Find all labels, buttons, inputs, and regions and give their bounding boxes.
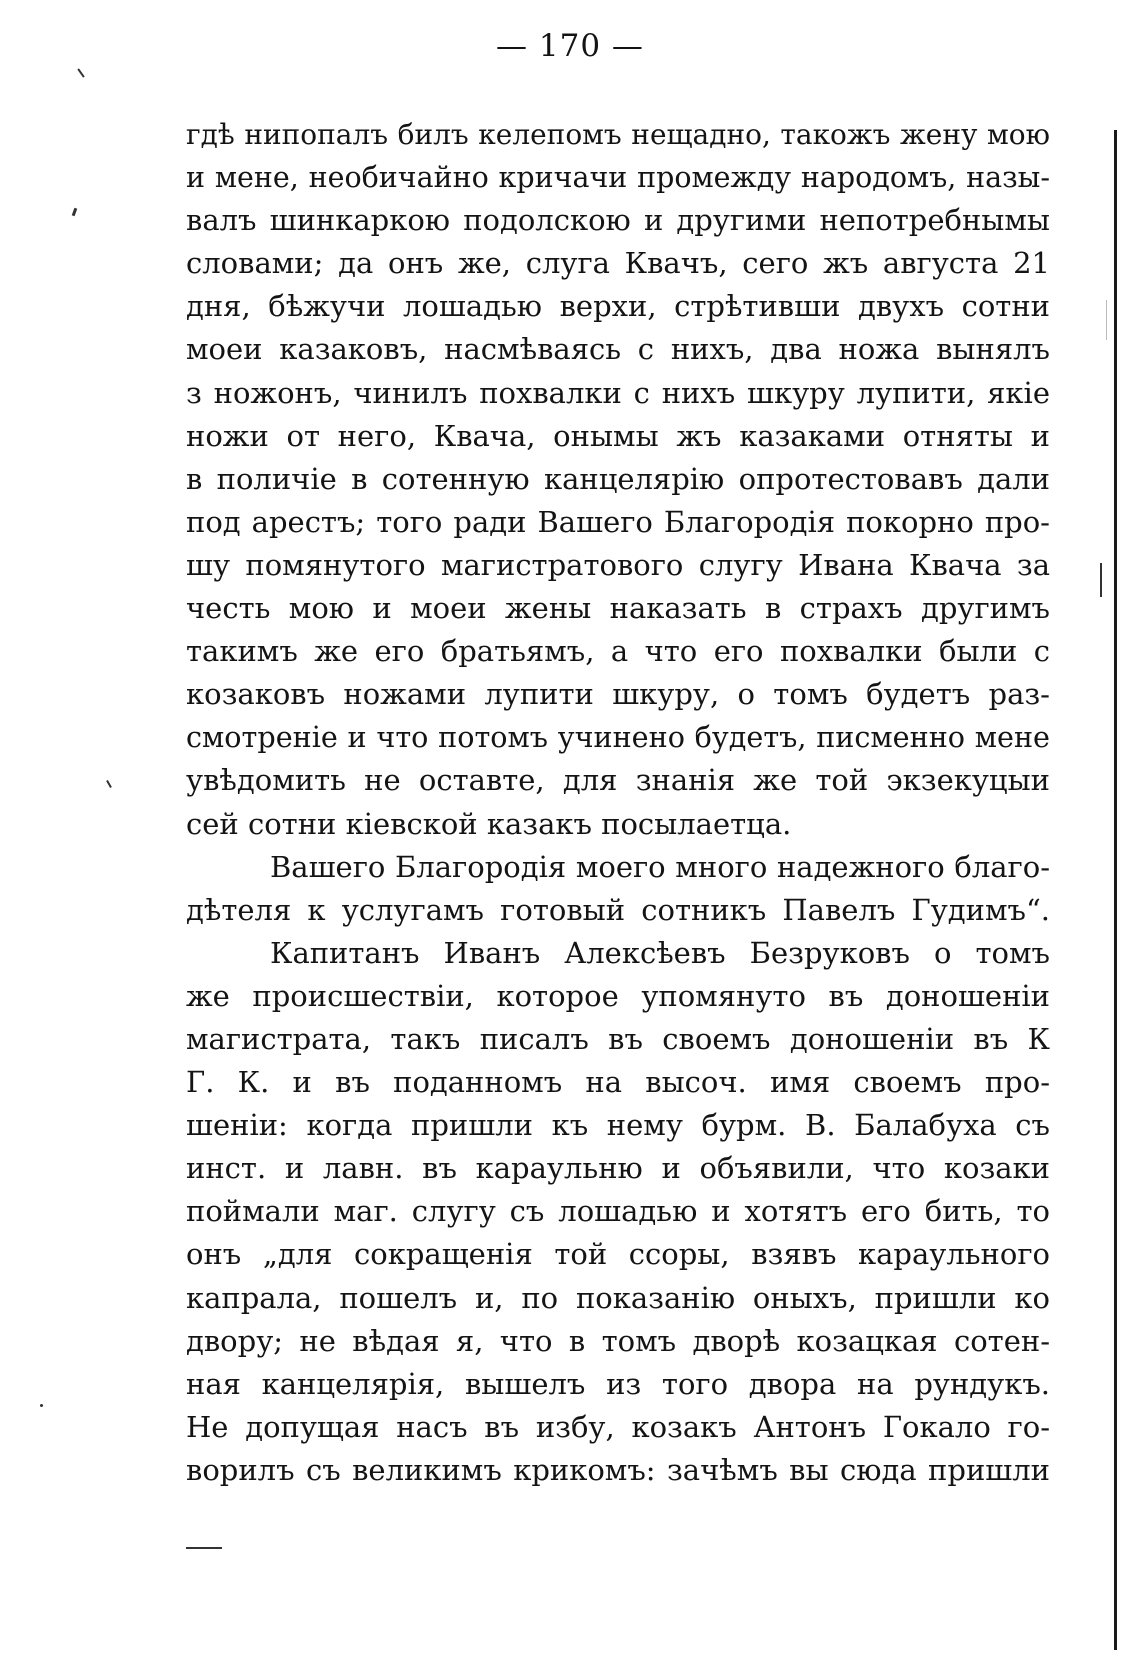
page-number: — 170 —: [496, 28, 644, 64]
text-line: смотреніе и что потомъ учинено будетъ, писменно мене: [186, 720, 1050, 755]
text-line: онъ „для сокращенія той ссоры, взявъ караульного: [186, 1237, 1050, 1272]
scan-speck: [1106, 300, 1107, 340]
text-line: инст. и лавн. въ караульню и объявили, что козаки: [186, 1151, 1050, 1186]
text-line: увѣдомить не оставте, для знанія же той экзекуцыи: [186, 763, 1050, 798]
text-line: шеніи: когда пришли къ нему бурм. В. Балабуха съ: [186, 1108, 1050, 1143]
text-line: моеи казаковъ, насмѣваясь с нихъ, два ножа вынялъ: [186, 332, 1050, 367]
text-line: словами; да онъ же, слуга Квачъ, сего жъ августа 21: [186, 246, 1050, 281]
text-line: капрала, пошелъ и, по показанію оныхъ, пришли ко: [186, 1280, 1050, 1315]
scan-margin-rule: [1114, 30, 1117, 1650]
scan-speck: [77, 68, 84, 77]
text-line: магистрата, такъ писалъ въ своемъ доношеніи въ К: [186, 1021, 1050, 1056]
page-body: [186, 113, 1050, 1492]
text-line: козаковъ ножами лупити шкуру, о томъ будетъ раз-: [186, 677, 1050, 712]
text-line: дѣтеля к услугамъ готовый сотникъ Павелъ Гудимъ“.: [186, 892, 1050, 927]
scan-speck: [106, 780, 112, 788]
scan-speck: [1100, 563, 1102, 597]
scan-speck: [72, 208, 78, 217]
text-line: ворилъ съ великимъ крикомъ: зачѣмъ вы сюда пришли: [186, 1452, 1050, 1487]
text-line: дня, бѣжучи лошадью верхи, стрѣтивши двухъ сотни: [186, 289, 1050, 324]
text-line: честь мою и моеи жены наказать в страхъ другимъ: [186, 591, 1050, 626]
text-line: ножи от него, Квача, онымы жъ казаками отняты и: [186, 418, 1050, 453]
text-line: Капитанъ Иванъ Алексѣевъ Безруковъ о томъ: [270, 935, 1050, 970]
text-line: гдѣ нипопалъ билъ келепомъ нещадно, такожъ жену мою: [186, 118, 1050, 151]
text-line: шу помянутого магистратового слугу Ивана Квача за: [186, 547, 1050, 582]
text-line: и мене, необичайно кричачи промежду народомъ, назы-: [186, 161, 1050, 195]
text-line: такимъ же его братьямъ, а что его похвалки были с: [186, 634, 1050, 669]
text-line: же происшествіи, которое упомянуто въ доношеніи: [186, 978, 1050, 1013]
text-line: в поличіе в сотенную канцелярію опротестовавъ дали: [186, 461, 1050, 496]
text-line: под арестъ; того ради Вашего Благородія покорно про-: [186, 504, 1050, 539]
text-line: поймали маг. слугу съ лошадью и хотятъ его бить, то: [186, 1194, 1050, 1229]
text-line: Вашего Благородія моего много надежного благо-: [270, 849, 1050, 884]
text-line: двору; не вѣдая я, что в томъ дворѣ козацкая сотен-: [186, 1323, 1050, 1358]
text-line: сей сотни кіевской казакъ посылаетца.: [186, 806, 792, 841]
text-line: з ножонъ, чинилъ похвалки с нихъ шкуру лупити, якіе: [186, 375, 1050, 410]
scan-speck: [40, 1404, 43, 1407]
text-line: валъ шинкаркою подолскою и другими непотребнымы: [186, 203, 1050, 238]
scan-speck: [186, 1547, 222, 1549]
text-line: Г. К. и въ поданномъ на высоч. имя своемъ про-: [186, 1065, 1050, 1100]
text-line: ная канцелярія, вышелъ из того двора на рундукъ.: [186, 1366, 1050, 1401]
text-line: Не допущая насъ въ избу, козакъ Антонъ Гокало го-: [186, 1409, 1050, 1444]
